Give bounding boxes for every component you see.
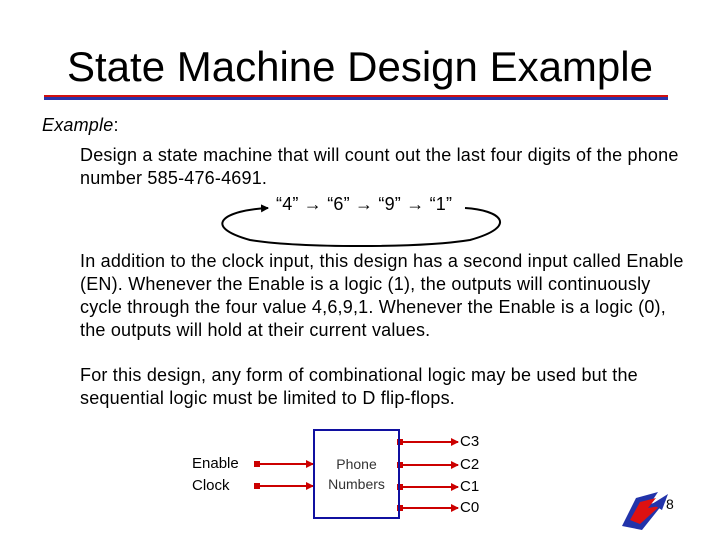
example-label: Example — [42, 115, 114, 135]
example-colon: : — [113, 115, 119, 135]
output-c3-arrow — [397, 439, 458, 445]
output-c0-arrow — [397, 505, 458, 511]
output-label-c0: C0 — [460, 499, 480, 516]
page-number: 8 — [666, 496, 674, 512]
output-label-c1: C1 — [460, 478, 480, 495]
slide-title: State Machine Design Example — [67, 43, 653, 90]
cycle-loop-arrow — [222, 208, 500, 246]
input-label-clock: Clock — [192, 477, 230, 494]
output-label-c3: C3 — [460, 433, 480, 450]
digit-sequence: “4” → “6” → “9” → “1” — [276, 194, 453, 214]
clock-terminal — [254, 483, 260, 489]
output-c1-arrow — [397, 484, 458, 490]
paragraph-task: Design a state machine that will count out the last four digits of the phone number 585-476-4691. — [80, 145, 679, 188]
input-label-enable: Enable — [192, 455, 239, 472]
paragraph-constraints: For this design, any form of combinational logic may be used but the sequential logic must be limited to D flip-flops. — [80, 365, 638, 408]
block-label: Phone Numbers — [328, 456, 385, 492]
enable-terminal — [254, 461, 260, 467]
university-logo-icon — [622, 492, 668, 530]
output-c2-arrow — [397, 462, 458, 468]
output-label-c2: C2 — [460, 456, 480, 473]
paragraph-enable: In addition to the clock input, this design has a second input called Enable (EN). Whenever the Enable is a logic (1), the outputs will continuously cycle through the four value 4,6,9,1. Whenever the Enable is a logic (0), the outputs will hold at their current values. — [80, 251, 684, 340]
